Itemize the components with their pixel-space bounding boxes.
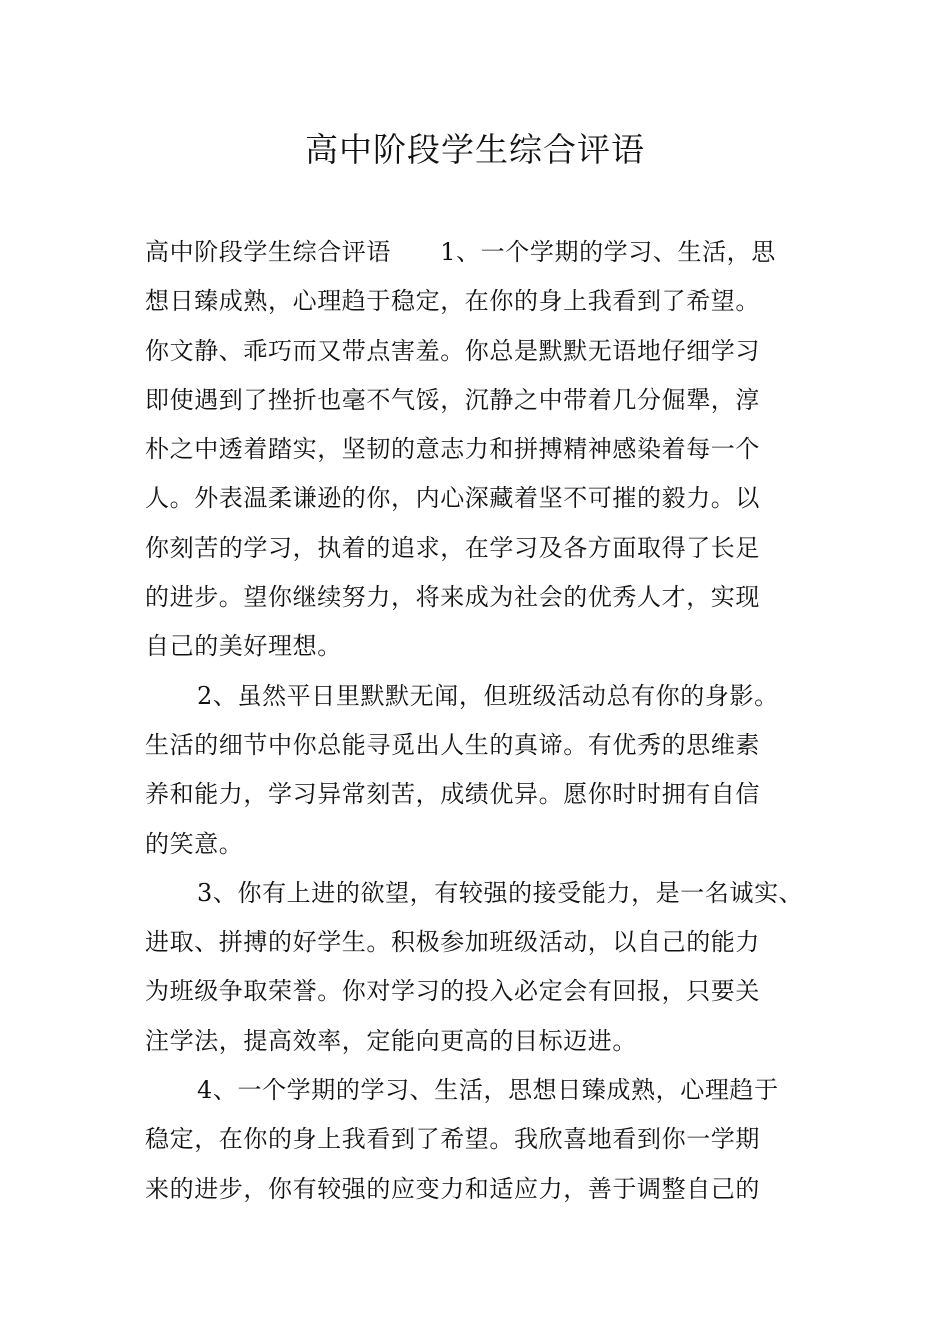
- body-line: 养和能力，学习异常刻苦，成绩优异。愿你时时拥有自信: [145, 780, 760, 809]
- document-body: [145, 228, 820, 1214]
- body-line: 来的进步，你有较强的应变力和适应力，善于调整自己的: [145, 1174, 760, 1203]
- body-line: 人。外表温柔谦逊的你，内心深藏着坚不可摧的毅力。以: [145, 484, 760, 513]
- body-line: 的笑意。: [145, 829, 244, 858]
- document-title: 高中阶段学生综合评语: [305, 130, 645, 169]
- body-line: 高中阶段学生综合评语 1、一个学期的学习、生活，思: [145, 238, 776, 266]
- body-line: 自己的美好理想。: [145, 632, 342, 661]
- body-line: 稳定，在你的身上我看到了希望。我欣喜地看到你一学期: [145, 1125, 760, 1154]
- body-line: 你文静、乖巧而又带点害羞。你总是默默无语地仔细学习: [145, 336, 760, 365]
- paragraph-3-first-line: 3、你有上进的欲望，有较强的接受能力，是一名诚实、: [197, 878, 804, 907]
- body-line: 注学法，提高效率，定能向更高的目标迈进。: [145, 1026, 637, 1055]
- body-line: 为班级争取荣誉。你对学习的投入必定会有回报，只要关: [145, 977, 760, 1006]
- paragraph-2-first-line: 2、虽然平日里默默无闻，但班级活动总有你的身影。: [197, 681, 779, 710]
- body-line: 进取、拼搏的好学生。积极参加班级活动，以自己的能力: [145, 928, 760, 957]
- body-line: 你刻苦的学习，执着的追求，在学习及各方面取得了长足: [145, 533, 760, 562]
- body-line: 即使遇到了挫折也毫不气馁，沉静之中带着几分倔犟，淳: [145, 385, 760, 414]
- body-line: 想日臻成熟，心理趋于稳定，在你的身上我看到了希望。: [145, 287, 760, 316]
- body-line: 朴之中透着踏实，坚韧的意志力和拼搏精神感染着每一个: [145, 435, 760, 464]
- body-line: 的进步。望你继续努力，将来成为社会的优秀人才，实现: [145, 583, 760, 612]
- paragraph-4-first-line: 4、一个学期的学习、生活，思想日臻成熟，心理趋于: [197, 1076, 779, 1105]
- body-line: 生活的细节中你总能寻觅出人生的真谛。有优秀的思维素: [145, 730, 760, 759]
